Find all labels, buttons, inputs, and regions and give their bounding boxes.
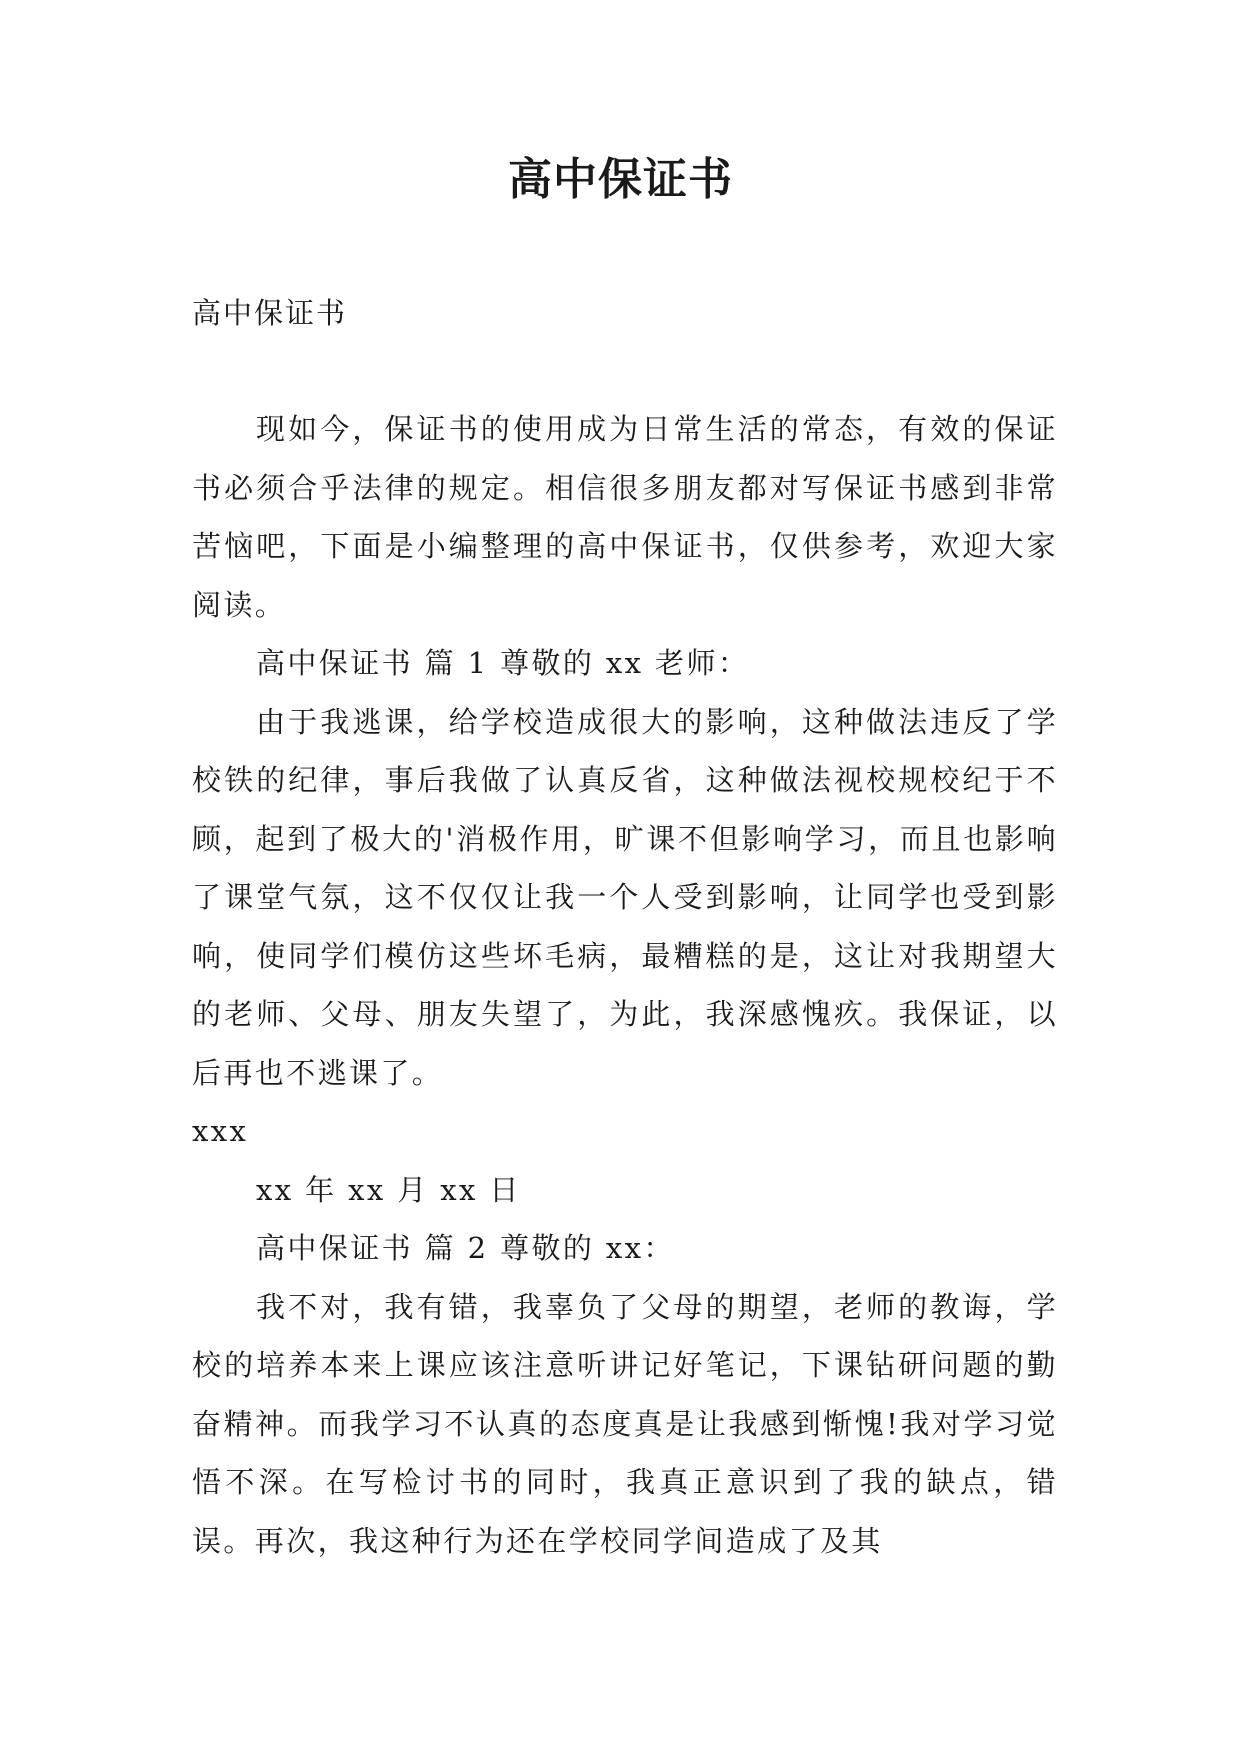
section-2-heading: 高中保证书 篇 2 尊敬的 xx： — [256, 1231, 675, 1265]
signature-date: xx 年 xx 月 xx 日 — [256, 1172, 521, 1207]
document-subheading: 高中保证书 — [192, 296, 348, 330]
section-2-paragraph: 我不对，我有错，我辜负了父母的期望，老师的教诲，学校的培养本来上课应该注意听讲记好笔记，下课钻研问题的勤奋精神。而我学习不认真的态度真是让我感到惭愧!我对学习觉悟不深。在写检讨书的同时，我真正意识到了我的缺点，错误。再次，我这种行为还在学校同学间造成了及其 — [192, 1289, 1058, 1558]
intro-paragraph: 现如今，保证书的使用成为日常生活的常态，有效的保证书必须合乎法律的规定。相信很多朋友都对写保证书感到非常苦恼吧，下面是小编整理的高中保证书，仅供参考，欢迎大家阅读。 — [192, 412, 1058, 622]
section-1-heading: 高中保证书 篇 1 尊敬的 xx 老师： — [256, 646, 750, 680]
signature-name: xxx — [192, 1114, 249, 1148]
document-body — [192, 400, 1058, 1570]
section-1-paragraph: 由于我逃课，给学校造成很大的影响，这种做法违反了学校铁的纪律，事后我做了认真反省，这种做法视校规校纪于不顾，起到了极大的'消极作用，旷课不但影响学习，而且也影响了课堂气氛，这不仅仅让我一个人受到影响，让同学也受到影响，使同学们模仿这些坏毛病，最糟糕的是，这让对我期望大的老师、父母、朋友失望了，为此，我深感愧疚。我保证，以后再也不逃课了。 — [192, 704, 1058, 1090]
document-title: 高中保证书 — [508, 154, 733, 205]
